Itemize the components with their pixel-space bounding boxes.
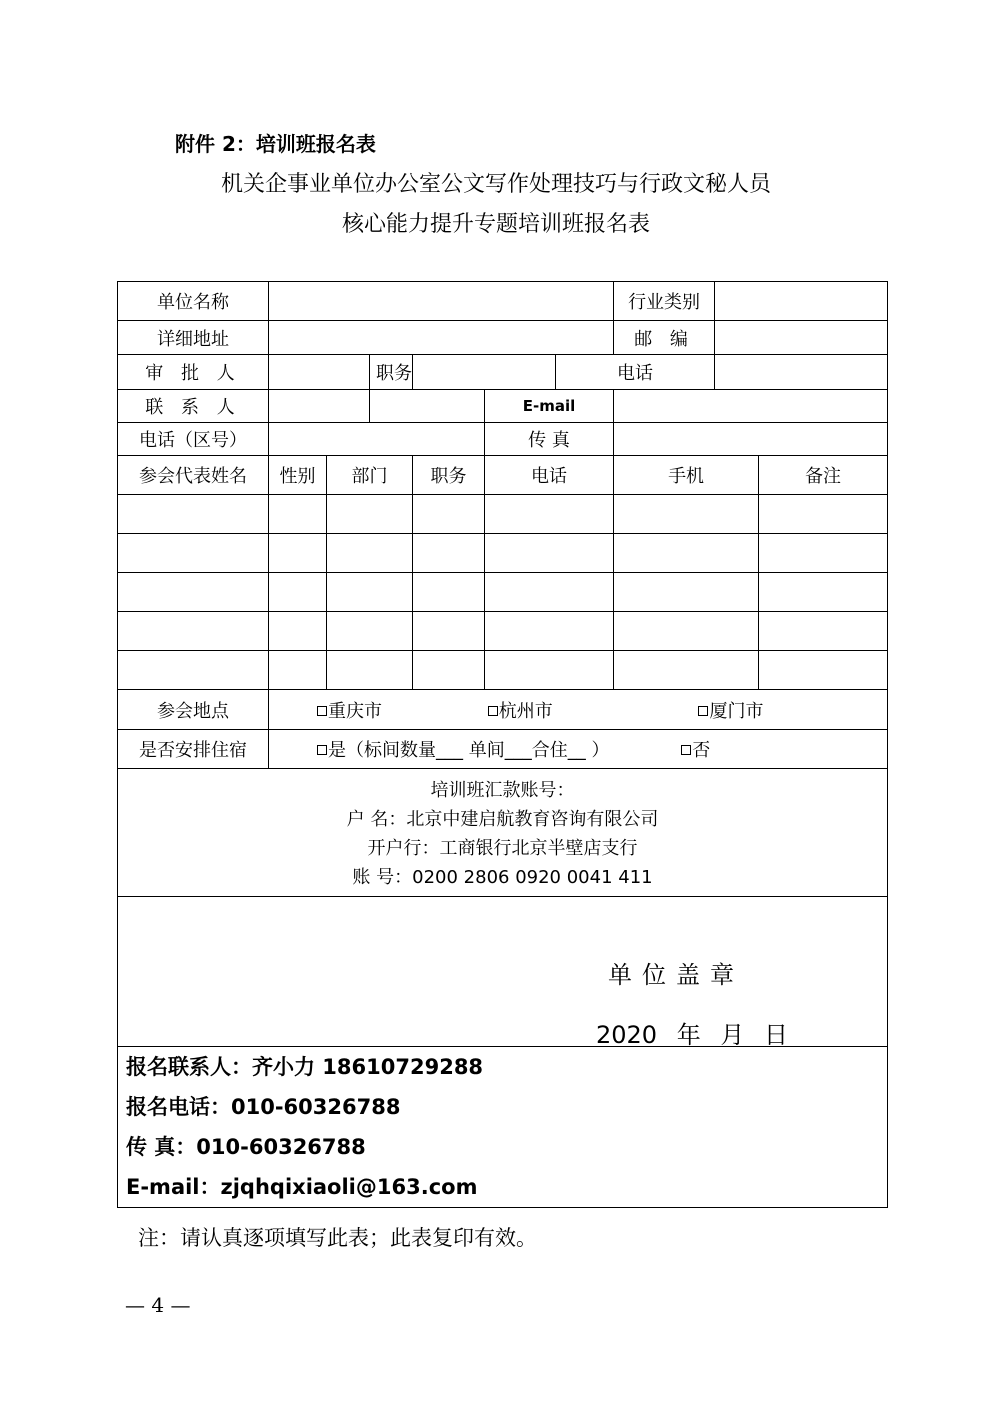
- rep-cell[interactable]: [269, 495, 327, 534]
- rep-row: [118, 495, 888, 534]
- lodging-label: 是否安排住宿: [118, 730, 269, 769]
- registration-contact: [118, 1047, 888, 1208]
- rep-cell[interactable]: [327, 495, 413, 534]
- footnote: 注：请认真逐项填写此表；此表复印有效。: [138, 1226, 537, 1250]
- rep-header-gender: 性别: [269, 456, 327, 495]
- rep-header-name: 参会代表姓名: [118, 456, 269, 495]
- rep-cell[interactable]: [413, 534, 485, 573]
- lodging-option-yes[interactable]: 是（标间数量___ 单间___合住__ ）: [317, 736, 609, 762]
- rep-cell[interactable]: [614, 534, 759, 573]
- rep-cell[interactable]: [759, 534, 888, 573]
- venue-option-hangzhou[interactable]: 杭州市: [488, 697, 553, 723]
- rep-cell[interactable]: [413, 651, 485, 690]
- seal-area[interactable]: [118, 897, 888, 1047]
- rep-cell[interactable]: [485, 534, 614, 573]
- postcode-label: 邮 编: [614, 321, 715, 355]
- seal-date: 2020 年 月 日: [596, 1021, 788, 1047]
- venue-option-xiamen[interactable]: 厦门市: [698, 697, 763, 723]
- lodging-option-no[interactable]: 否: [681, 736, 710, 762]
- page-number: — 4 —: [125, 1293, 191, 1317]
- rep-row: [118, 612, 888, 651]
- approver-phone-field[interactable]: [715, 355, 888, 390]
- rep-cell[interactable]: [413, 495, 485, 534]
- form-title-line1: 机关企事业单位办公室公文写作处理技巧与行政文秘人员: [220, 172, 771, 197]
- email-label: E-mail: [485, 390, 614, 423]
- rep-cell[interactable]: [118, 612, 269, 651]
- contact-person-field[interactable]: [269, 390, 370, 423]
- checkbox-icon[interactable]: [488, 706, 498, 716]
- bank-info: [118, 769, 888, 897]
- checkbox-icon[interactable]: [698, 706, 708, 716]
- email-field[interactable]: [614, 390, 888, 423]
- rep-header-mobile: 手机: [614, 456, 759, 495]
- rep-header-position: 职务: [413, 456, 485, 495]
- industry-field[interactable]: [715, 282, 888, 321]
- unit-name-label: 单位名称: [118, 282, 269, 321]
- phone-area-field[interactable]: [269, 423, 485, 456]
- rep-cell[interactable]: [327, 651, 413, 690]
- approver-field[interactable]: [269, 355, 370, 390]
- rep-row: [118, 651, 888, 690]
- approver-label: 审 批 人: [118, 355, 269, 390]
- approver-position-label: 职务: [370, 355, 413, 390]
- contact-fax: 传 真：010-60326788: [126, 1135, 366, 1159]
- seal-title: 单位盖章: [608, 961, 744, 989]
- rep-header-dept: 部门: [327, 456, 413, 495]
- lodging-options: [269, 730, 888, 769]
- unit-name-field[interactable]: [269, 282, 614, 321]
- venue-options: [269, 690, 888, 730]
- rep-cell[interactable]: [759, 651, 888, 690]
- checkbox-icon[interactable]: [317, 706, 327, 716]
- rep-cell[interactable]: [269, 573, 327, 612]
- rep-cell[interactable]: [759, 612, 888, 651]
- industry-label: 行业类别: [614, 282, 715, 321]
- contact-person-label: 联 系 人: [118, 390, 269, 423]
- rep-cell[interactable]: [485, 612, 614, 651]
- rep-row: [118, 573, 888, 612]
- contact-person: 报名联系人：齐小力 18610729288: [126, 1055, 484, 1079]
- rep-cell[interactable]: [413, 612, 485, 651]
- contact-phone: 报名电话：010-60326788: [126, 1095, 401, 1119]
- bank-name: 开户行：工商银行北京半壁店支行: [367, 838, 638, 859]
- rep-cell[interactable]: [118, 534, 269, 573]
- rep-cell[interactable]: [118, 495, 269, 534]
- approver-position-field[interactable]: [413, 355, 556, 390]
- rep-cell[interactable]: [614, 651, 759, 690]
- approver-phone-label: 电话: [556, 355, 715, 390]
- rep-cell[interactable]: [269, 651, 327, 690]
- checkbox-icon[interactable]: [317, 745, 327, 755]
- form-title-line2: 核心能力提升专题培训班报名表: [341, 212, 650, 237]
- rep-cell[interactable]: [614, 573, 759, 612]
- rep-cell[interactable]: [118, 573, 269, 612]
- bank-account-name: 户 名：北京中建启航教育咨询有限公司: [346, 809, 659, 830]
- venue-option-chongqing[interactable]: 重庆市: [317, 697, 382, 723]
- rep-cell[interactable]: [118, 651, 269, 690]
- rep-cell[interactable]: [614, 612, 759, 651]
- rep-header-remark: 备注: [759, 456, 888, 495]
- contact-position-field[interactable]: [370, 390, 485, 423]
- fax-field[interactable]: [614, 423, 888, 456]
- address-label: 详细地址: [118, 321, 269, 355]
- rep-row: [118, 534, 888, 573]
- bank-account-number: 账 号：0200 2806 0920 0041 411: [352, 867, 653, 888]
- rep-cell[interactable]: [269, 534, 327, 573]
- fax-label: 传 真: [485, 423, 614, 456]
- registration-form-table: [117, 281, 888, 1208]
- rep-cell[interactable]: [614, 495, 759, 534]
- postcode-field[interactable]: [715, 321, 888, 355]
- rep-cell[interactable]: [327, 534, 413, 573]
- phone-area-label: 电话（区号）: [118, 423, 269, 456]
- rep-cell[interactable]: [327, 612, 413, 651]
- bank-title: 培训班汇款账号：: [430, 780, 575, 801]
- rep-cell[interactable]: [485, 495, 614, 534]
- rep-cell[interactable]: [485, 651, 614, 690]
- venue-label: 参会地点: [118, 690, 269, 730]
- rep-cell[interactable]: [327, 573, 413, 612]
- rep-cell[interactable]: [759, 495, 888, 534]
- rep-header-phone: 电话: [485, 456, 614, 495]
- rep-cell[interactable]: [485, 573, 614, 612]
- rep-cell[interactable]: [413, 573, 485, 612]
- attachment-title: 附件 2：培训班报名表: [175, 132, 376, 156]
- contact-email: E-mail：zjqhqixiaoli@163.com: [126, 1175, 478, 1199]
- rep-cell[interactable]: [269, 612, 327, 651]
- rep-cell[interactable]: [759, 573, 888, 612]
- address-field[interactable]: [269, 321, 614, 355]
- checkbox-icon[interactable]: [681, 745, 691, 755]
